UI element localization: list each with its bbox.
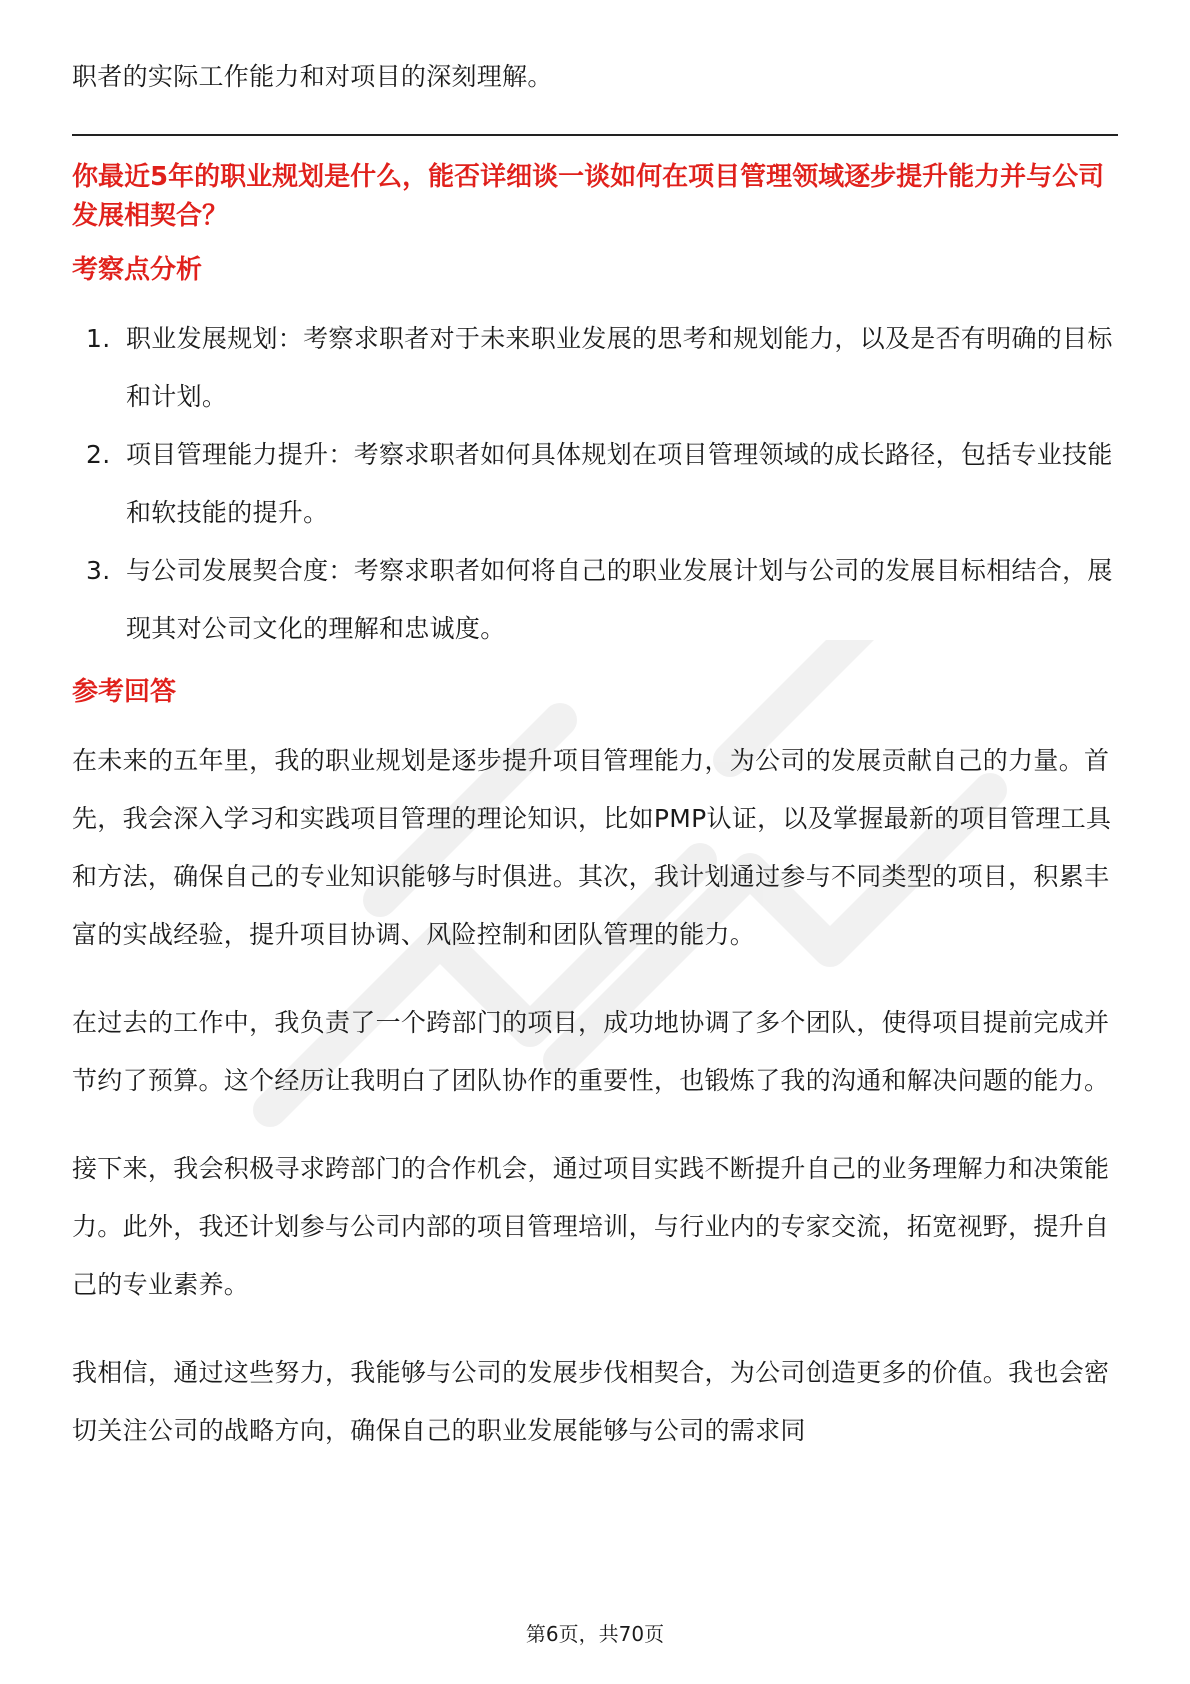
list-item [72,542,1118,658]
answer-paragraph-4: 我相信，通过这些努力，我能够与公司的发展步伐相契合，为公司创造更多的价值。我也会密切关注公司的战略方向，确保自己的职业发展能够与公司的需求同 [72,1358,1110,1445]
list-item-text: 项目管理能力提升：考察求职者如何具体规划在项目管理领域的成长路径，包括专业技能和软技能的提升。 [126,440,1113,527]
page-number-footer: 第6页，共70页 [525,1622,665,1646]
list-item-number: 1. [86,324,111,353]
analysis-heading: 考察点分析 [72,255,203,285]
intro-paragraph: 职者的实际工作能力和对项目的深刻理解。 [72,62,553,91]
answer-paragraph-3: 接下来，我会积极寻求跨部门的合作机会，通过项目实践不断提升自己的业务理解力和决策能力。此外，我还计划参与公司内部的项目管理培训，与行业内的专家交流，拓宽视野，提升自己的专业素养。 [72,1154,1110,1299]
answer-heading: 参考回答 [72,677,177,707]
list-item [72,426,1118,542]
section-divider [72,134,1118,136]
page-content [72,48,1118,1490]
list-item [72,310,1118,426]
question-title: 你最近5年的职业规划是什么，能否详细谈一谈如何在项目管理领域逐步提升能力并与公司发展相契合？ [72,162,1105,231]
answer-paragraph-2: 在过去的工作中，我负责了一个跨部门的项目，成功地协调了多个团队，使得项目提前完成并节约了预算。这个经历让我明白了团队协作的重要性，也锻炼了我的沟通和解决问题的能力。 [72,1008,1110,1095]
list-item-number: 2. [86,440,111,469]
list-item-text: 与公司发展契合度：考察求职者如何将自己的职业发展计划与公司的发展目标相结合，展现其对公司文化的理解和忠诚度。 [126,556,1113,643]
answer-paragraph-1: 在未来的五年里，我的职业规划是逐步提升项目管理能力，为公司的发展贡献自己的力量。首先，我会深入学习和实践项目管理的理论知识，比如PMP认证，以及掌握最新的项目管理工具和方法，确保自己的专业知识能够与时俱进。其次，我计划通过参与不同类型的项目，积累丰富的实战经验，提升项目协调、风险控制和团队管理的能力。 [72,746,1112,949]
analysis-list [72,310,1118,658]
list-item-text: 职业发展规划：考察求职者对于未来职业发展的思考和规划能力，以及是否有明确的目标和计划。 [126,324,1113,411]
list-item-number: 3. [86,556,111,585]
